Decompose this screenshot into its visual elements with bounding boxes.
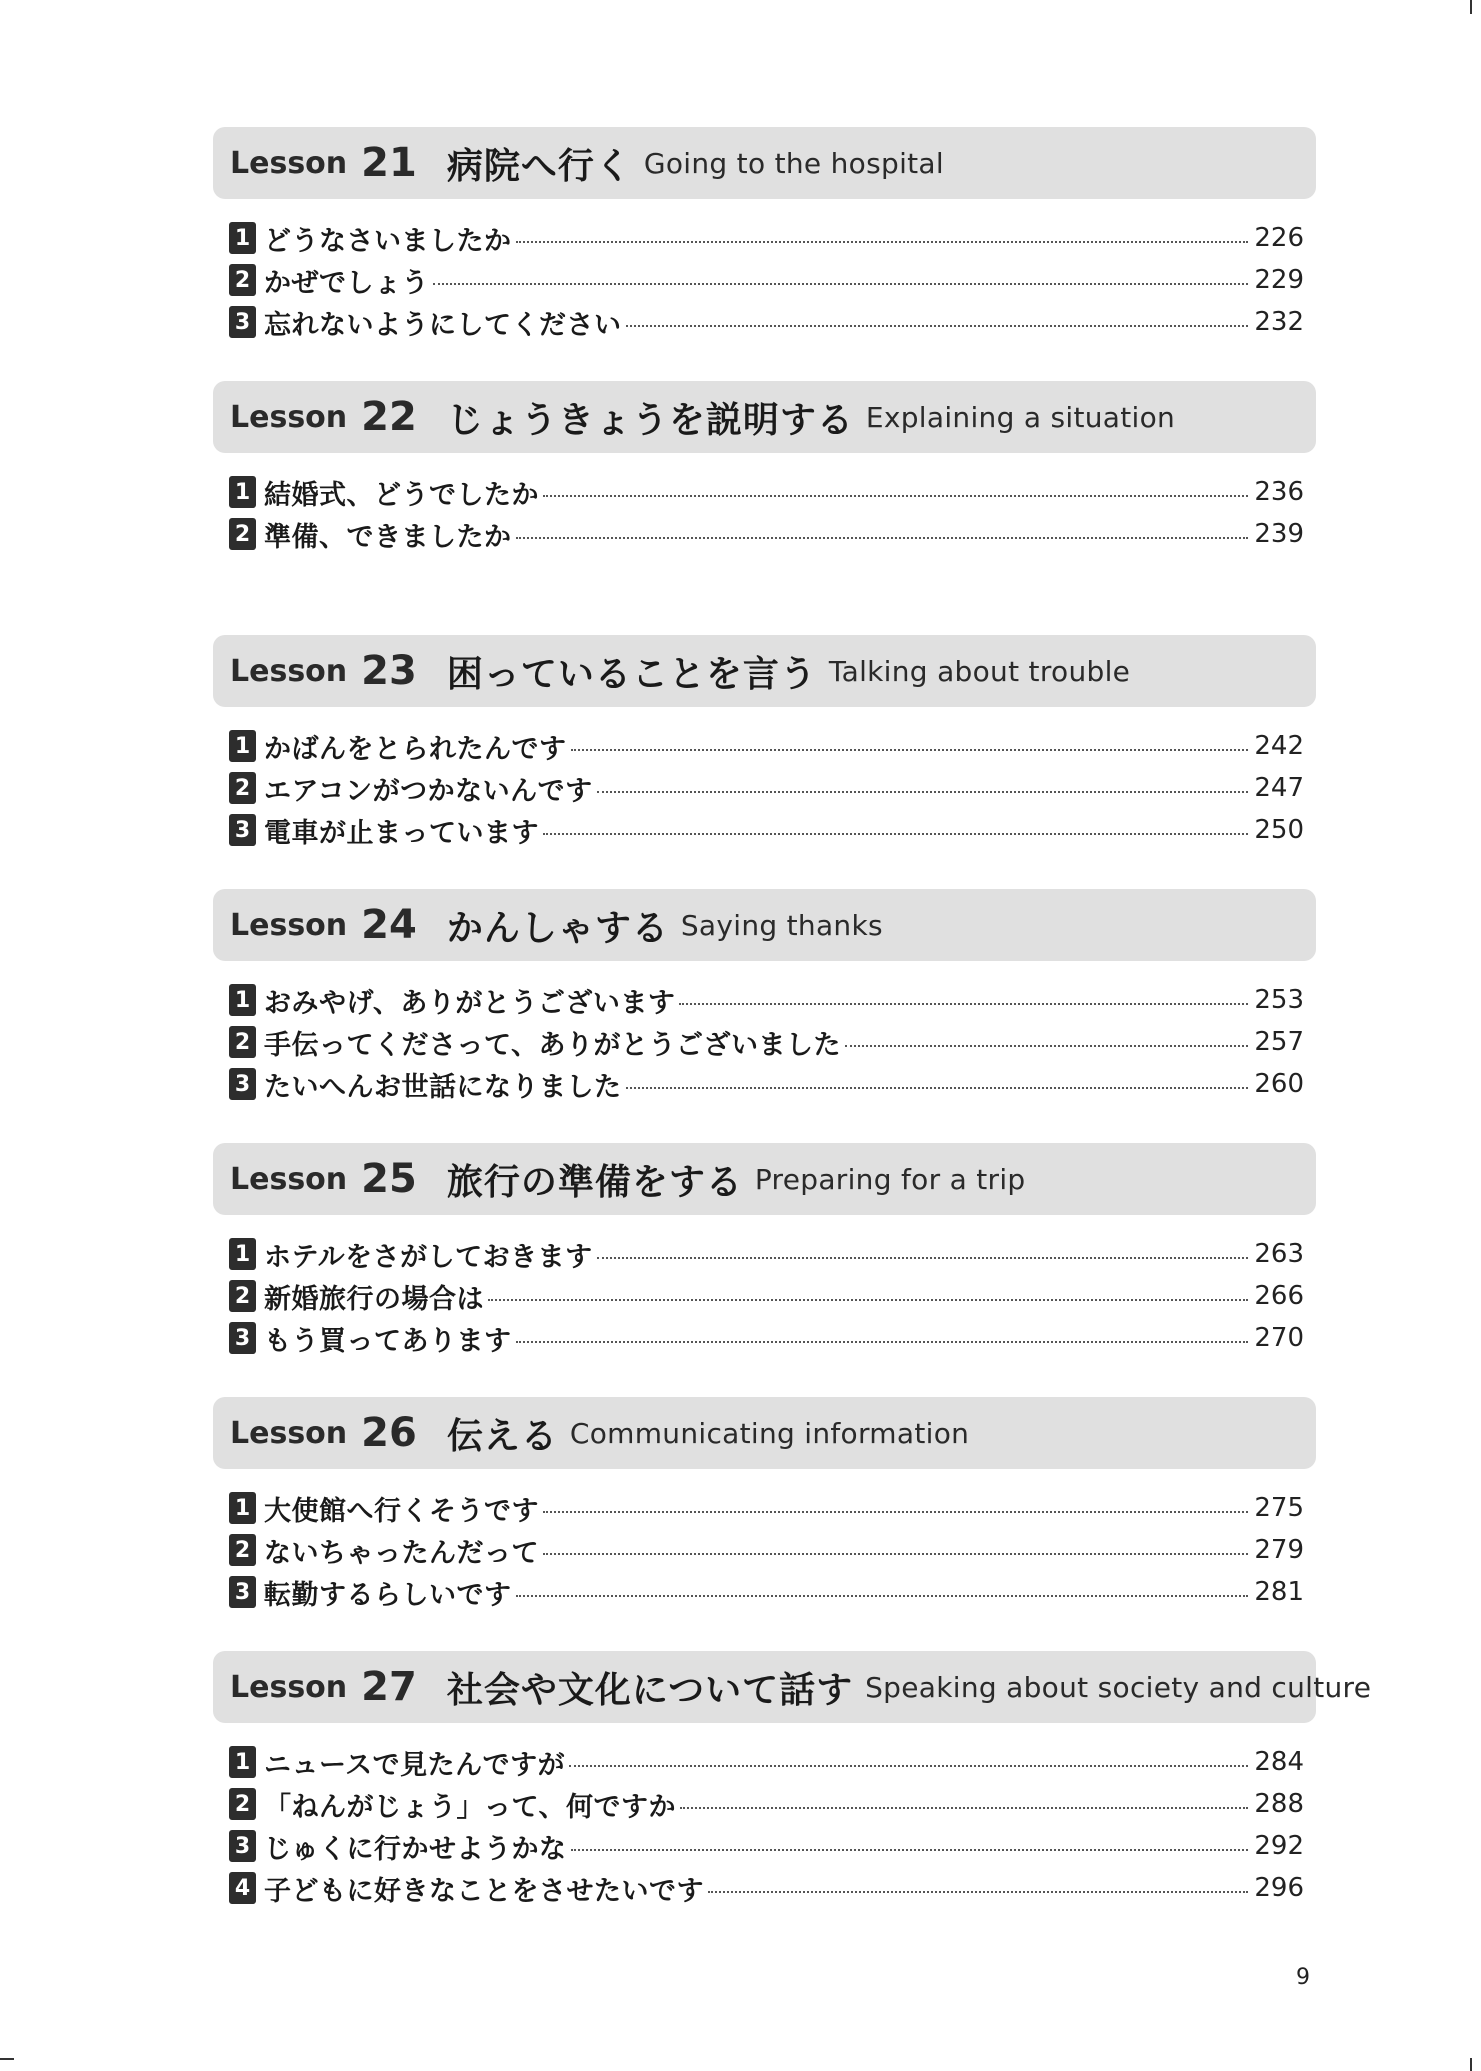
toc-entry[interactable] bbox=[213, 301, 1316, 343]
lesson-header bbox=[213, 889, 1316, 961]
entry-number-badge: 1 bbox=[229, 730, 256, 762]
entry-number-badge: 1 bbox=[229, 222, 256, 254]
lesson-item-list bbox=[213, 725, 1316, 851]
entry-page-number: 236 bbox=[1254, 477, 1304, 507]
lesson-title-en: Speaking about society and culture bbox=[865, 1670, 1372, 1704]
lesson-item-list bbox=[213, 217, 1316, 343]
entry-number-badge: 3 bbox=[229, 1068, 256, 1100]
dot-leader bbox=[597, 1257, 1248, 1259]
lesson-number: 25 bbox=[361, 1156, 417, 1202]
entry-page-number: 250 bbox=[1254, 815, 1304, 845]
dot-leader bbox=[488, 1299, 1248, 1301]
lesson-title-en: Preparing for a trip bbox=[754, 1162, 1026, 1196]
lesson-title-en: Explaining a situation bbox=[865, 400, 1176, 434]
lesson-title-jp: じょうきょうを説明する bbox=[446, 399, 854, 441]
lesson-header bbox=[213, 127, 1316, 199]
lesson-title-en: Communicating information bbox=[569, 1416, 970, 1450]
lesson-section bbox=[213, 635, 1316, 889]
toc-entry[interactable] bbox=[213, 979, 1316, 1021]
dot-leader bbox=[679, 1003, 1248, 1005]
entry-number-badge: 2 bbox=[229, 518, 256, 550]
lesson-word: Lesson bbox=[230, 399, 348, 435]
entry-title: 新婚旅行の場合は bbox=[264, 1283, 484, 1315]
entry-number-badge: 1 bbox=[229, 1238, 256, 1270]
lesson-word: Lesson bbox=[230, 1415, 348, 1451]
dot-leader bbox=[543, 833, 1248, 835]
entry-number-badge: 1 bbox=[229, 1746, 256, 1778]
entry-title: 結婚式、どうでしたか bbox=[264, 479, 539, 511]
entry-page-number: 292 bbox=[1254, 1831, 1304, 1861]
entry-title: 「ねんがじょう」って、何ですか bbox=[264, 1791, 676, 1823]
toc-entry[interactable] bbox=[213, 725, 1316, 767]
entry-number-badge: 2 bbox=[229, 1280, 256, 1312]
entry-title: 子どもに好きなことをさせたいです bbox=[264, 1875, 704, 1907]
entry-number-badge: 4 bbox=[229, 1872, 256, 1904]
dot-leader bbox=[626, 325, 1249, 327]
entry-page-number: 247 bbox=[1254, 773, 1304, 803]
lesson-item-list bbox=[213, 1741, 1316, 1909]
lesson-item-list bbox=[213, 1487, 1316, 1613]
lesson-title-jp: かんしゃする bbox=[446, 907, 669, 949]
toc-entry[interactable] bbox=[213, 1021, 1316, 1063]
lesson-word: Lesson bbox=[230, 907, 348, 943]
toc-entry[interactable] bbox=[213, 767, 1316, 809]
entry-title: じゅくに行かせようかな bbox=[264, 1833, 567, 1865]
toc-entry[interactable] bbox=[213, 1867, 1316, 1909]
entry-title: どうなさいましたか bbox=[264, 225, 512, 257]
dot-leader bbox=[543, 495, 1248, 497]
dot-leader bbox=[708, 1891, 1248, 1893]
entry-page-number: 232 bbox=[1254, 307, 1304, 337]
toc-entry[interactable] bbox=[213, 1529, 1316, 1571]
entry-number-badge: 1 bbox=[229, 984, 256, 1016]
lesson-title-en: Going to the hospital bbox=[643, 146, 944, 180]
entry-page-number: 266 bbox=[1254, 1281, 1304, 1311]
entry-title: もう買ってあります bbox=[264, 1325, 512, 1357]
toc-entry[interactable] bbox=[213, 1317, 1316, 1359]
entry-title: 忘れないようにしてください bbox=[264, 309, 622, 341]
lesson-title-jp: 旅行の準備をする bbox=[446, 1161, 743, 1203]
lesson-title-jp: 困っていることを言う bbox=[446, 653, 817, 695]
dot-leader bbox=[571, 1849, 1249, 1851]
dot-leader bbox=[626, 1087, 1249, 1089]
entry-number-badge: 3 bbox=[229, 814, 256, 846]
lesson-title-jp: 伝える bbox=[446, 1415, 558, 1457]
dot-leader bbox=[597, 791, 1248, 793]
dot-leader bbox=[516, 537, 1249, 539]
toc-entry[interactable] bbox=[213, 1233, 1316, 1275]
entry-title: ホテルをさがしておきます bbox=[264, 1241, 593, 1273]
dot-leader bbox=[571, 749, 1249, 751]
lesson-section bbox=[213, 1143, 1316, 1397]
entry-title: 準備、できましたか bbox=[264, 521, 512, 553]
entry-number-badge: 3 bbox=[229, 1322, 256, 1354]
toc-entry[interactable] bbox=[213, 1783, 1316, 1825]
lesson-section bbox=[213, 1651, 1372, 1909]
lesson-section bbox=[213, 1397, 1316, 1651]
lesson-header bbox=[213, 1143, 1316, 1215]
entry-page-number: 281 bbox=[1254, 1577, 1304, 1607]
entry-page-number: 257 bbox=[1254, 1027, 1304, 1057]
toc-entry[interactable] bbox=[213, 259, 1316, 301]
entry-number-badge: 2 bbox=[229, 1788, 256, 1820]
toc-entry[interactable] bbox=[213, 809, 1316, 851]
entry-number-badge: 2 bbox=[229, 264, 256, 296]
toc-entry[interactable] bbox=[213, 1741, 1316, 1783]
lesson-number: 27 bbox=[361, 1664, 417, 1710]
lesson-section bbox=[213, 127, 1316, 381]
dot-leader bbox=[516, 1595, 1249, 1597]
entry-number-badge: 1 bbox=[229, 1492, 256, 1524]
entry-title: ニュースで見たんですが bbox=[264, 1749, 566, 1781]
entry-number-badge: 3 bbox=[229, 1830, 256, 1862]
toc-entry[interactable] bbox=[213, 1825, 1316, 1867]
entry-page-number: 229 bbox=[1254, 265, 1304, 295]
toc-entry[interactable] bbox=[213, 1275, 1316, 1317]
table-of-contents bbox=[213, 127, 1372, 1909]
lesson-number: 22 bbox=[361, 394, 417, 440]
entry-title: おみやげ、ありがとうございます bbox=[264, 987, 676, 1019]
entry-page-number: 284 bbox=[1254, 1747, 1304, 1777]
toc-entry[interactable] bbox=[213, 1571, 1316, 1613]
entry-number-badge: 2 bbox=[229, 772, 256, 804]
entry-page-number: 260 bbox=[1254, 1069, 1304, 1099]
lesson-header bbox=[213, 1397, 1316, 1469]
entry-page-number: 242 bbox=[1254, 731, 1304, 761]
entry-page-number: 253 bbox=[1254, 985, 1304, 1015]
entry-number-badge: 3 bbox=[229, 1576, 256, 1608]
lesson-title-en: Talking about trouble bbox=[828, 654, 1131, 688]
dot-leader bbox=[543, 1511, 1248, 1513]
lesson-word: Lesson bbox=[230, 1161, 348, 1197]
lesson-number: 26 bbox=[361, 1410, 417, 1456]
lesson-item-list bbox=[213, 471, 1316, 555]
toc-entry[interactable] bbox=[213, 1063, 1316, 1105]
entry-title: たいへんお世話になりました bbox=[264, 1071, 622, 1103]
entry-page-number: 288 bbox=[1254, 1789, 1304, 1819]
entry-title: 大使館へ行くそうです bbox=[264, 1495, 539, 1527]
lesson-section bbox=[213, 381, 1316, 635]
entry-title: エアコンがつかないんです bbox=[264, 775, 593, 807]
lesson-word: Lesson bbox=[230, 145, 348, 181]
entry-title: かぜでしょう bbox=[264, 267, 429, 299]
lesson-number: 24 bbox=[361, 902, 417, 948]
entry-number-badge: 2 bbox=[229, 1026, 256, 1058]
toc-entry[interactable] bbox=[213, 217, 1316, 259]
dot-leader bbox=[543, 1553, 1248, 1555]
entry-page-number: 226 bbox=[1254, 223, 1304, 253]
dot-leader bbox=[516, 241, 1249, 243]
lesson-title-jp: 病院へ行く bbox=[446, 145, 632, 187]
page-number: 9 bbox=[1296, 1965, 1310, 1990]
lesson-title-en: Saying thanks bbox=[680, 908, 883, 942]
dot-leader bbox=[845, 1045, 1248, 1047]
entry-title: 手伝ってくださって、ありがとうございました bbox=[264, 1029, 841, 1061]
dot-leader bbox=[680, 1807, 1248, 1809]
entry-page-number: 275 bbox=[1254, 1493, 1304, 1523]
toc-entry[interactable] bbox=[213, 1487, 1316, 1529]
entry-page-number: 239 bbox=[1254, 519, 1304, 549]
entry-number-badge: 3 bbox=[229, 306, 256, 338]
lesson-number: 21 bbox=[361, 140, 417, 186]
lesson-section bbox=[213, 889, 1316, 1143]
entry-page-number: 279 bbox=[1254, 1535, 1304, 1565]
entry-title: かばんをとられたんです bbox=[264, 733, 567, 765]
lesson-item-list bbox=[213, 979, 1316, 1105]
lesson-header bbox=[213, 635, 1316, 707]
entry-title: 電車が止まっています bbox=[264, 817, 539, 849]
dot-leader bbox=[569, 1765, 1248, 1767]
dot-leader bbox=[433, 283, 1248, 285]
entry-page-number: 296 bbox=[1254, 1873, 1304, 1903]
lesson-number: 23 bbox=[361, 648, 417, 694]
lesson-header bbox=[213, 1651, 1372, 1723]
entry-title: 転勤するらしいです bbox=[264, 1579, 512, 1611]
entry-page-number: 263 bbox=[1254, 1239, 1304, 1269]
lesson-item-list bbox=[213, 1233, 1316, 1359]
entry-number-badge: 2 bbox=[229, 1534, 256, 1566]
entry-number-badge: 1 bbox=[229, 476, 256, 508]
lesson-header bbox=[213, 381, 1316, 453]
entry-title: ないちゃったんだって bbox=[264, 1537, 539, 1569]
lesson-title-jp: 社会や文化について話す bbox=[446, 1669, 854, 1711]
toc-entry[interactable] bbox=[213, 513, 1316, 555]
lesson-word: Lesson bbox=[230, 1669, 348, 1705]
toc-entry[interactable] bbox=[213, 471, 1316, 513]
lesson-word: Lesson bbox=[230, 653, 348, 689]
entry-page-number: 270 bbox=[1254, 1323, 1304, 1353]
dot-leader bbox=[516, 1341, 1249, 1343]
